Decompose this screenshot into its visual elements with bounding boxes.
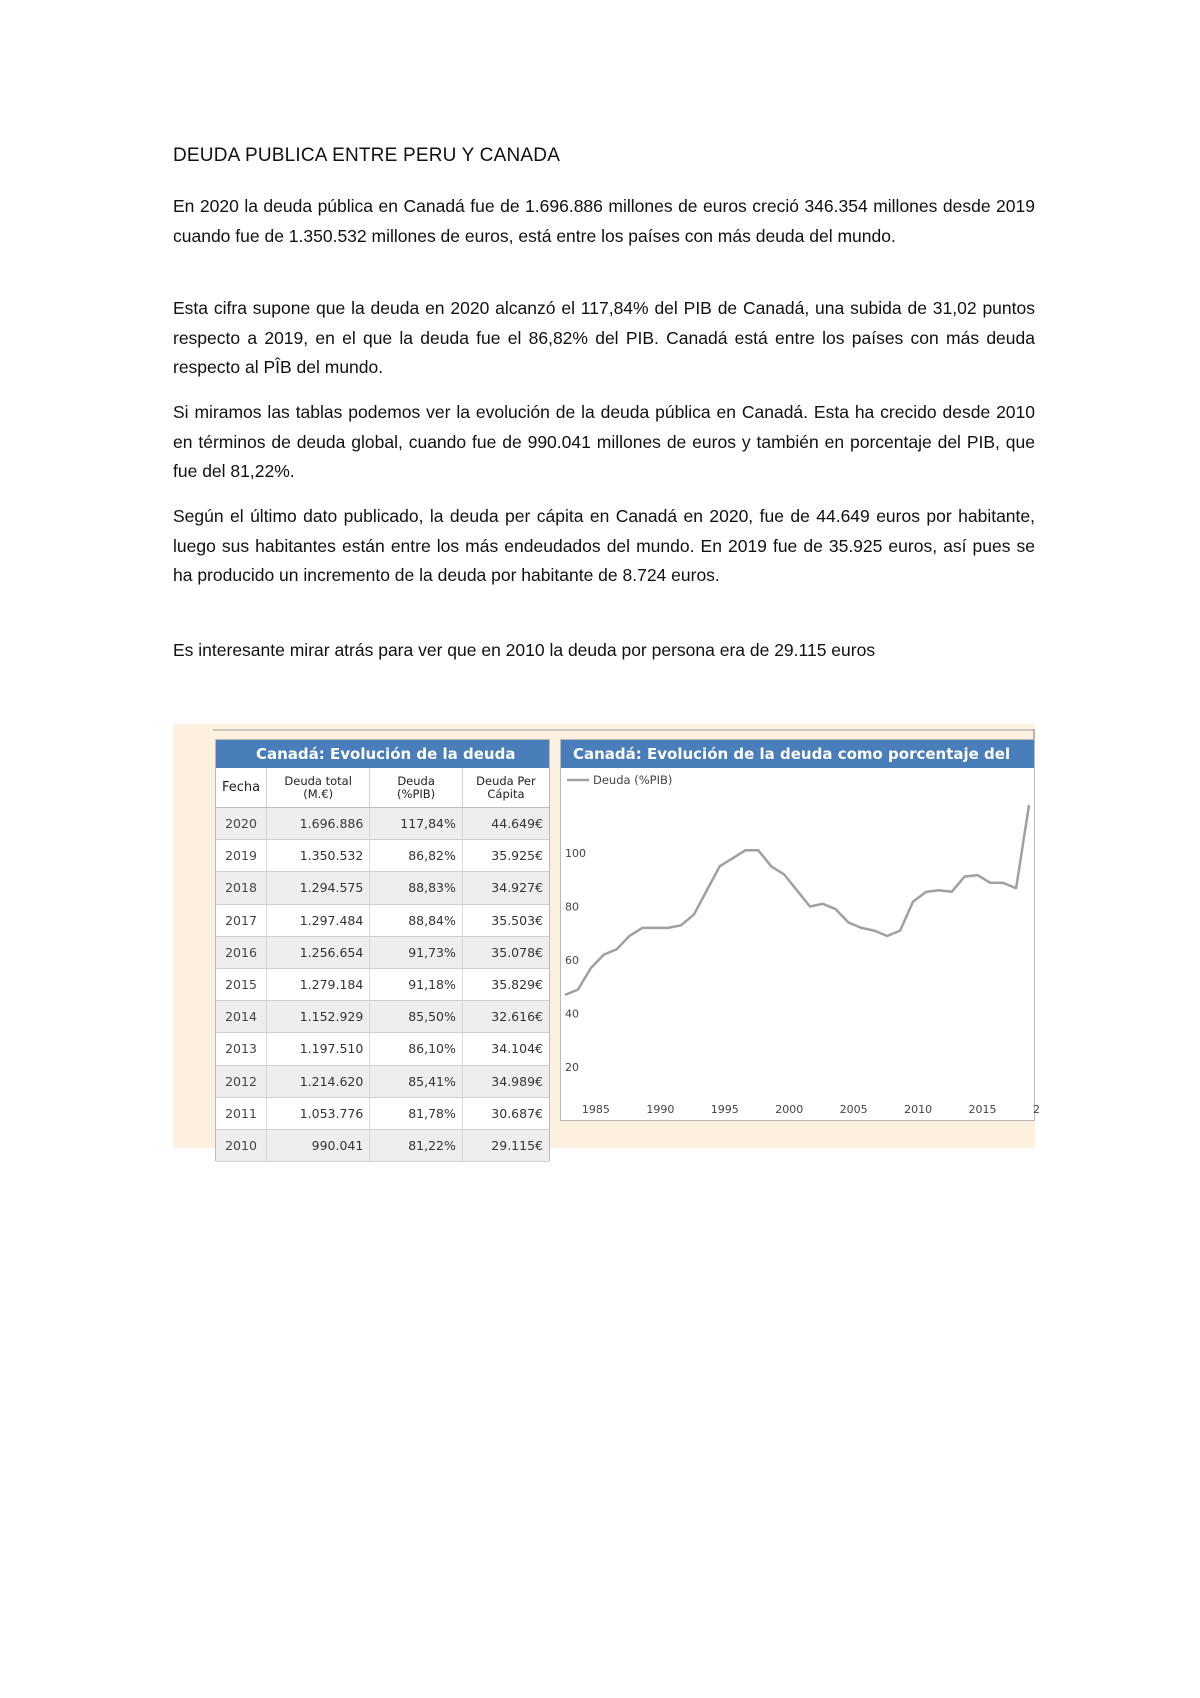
y-tick-label: 80	[565, 900, 579, 914]
table-row	[216, 1065, 549, 1097]
chart-title: Canadá: Evolución de la deuda como porcentaje del PIB	[561, 740, 1034, 768]
y-tick-label: 20	[565, 1061, 579, 1075]
x-tick-label: 1995	[710, 1103, 739, 1116]
header-deuda-pib-line2: (%PIB)	[397, 786, 436, 801]
series-line-deuda-pib	[565, 805, 1029, 995]
cell-pib: 81,22%	[370, 1129, 463, 1161]
cell-capita: 29.115€	[462, 1129, 549, 1161]
cell-year: 2014	[216, 1001, 267, 1033]
legend-label: Deuda (%PIB)	[593, 773, 673, 787]
cell-capita: 35.503€	[462, 904, 549, 936]
debt-table-panel	[215, 739, 550, 1161]
table-row	[216, 1129, 549, 1161]
cell-capita: 35.829€	[462, 968, 549, 1000]
cell-total: 1.279.184	[267, 968, 370, 1000]
cell-pib: 86,82%	[370, 840, 463, 872]
embedded-screenshot	[173, 724, 1040, 1153]
cell-pib: 91,73%	[370, 936, 463, 968]
cell-year: 2018	[216, 872, 267, 904]
y-tick-label: 100	[565, 846, 586, 860]
paragraph-evolution: Si miramos las tablas podemos ver la evolución de la deuda pública en Canadá. Esta ha crecido desde 2010 en términos de deuda global, cuando fue de 990.041 millones de euros y también en porcentaje del PIB, que fue del 81,22%.	[173, 402, 1035, 481]
x-axis	[582, 1103, 1040, 1116]
cell-capita: 34.927€	[462, 872, 549, 904]
cell-year: 2012	[216, 1065, 267, 1097]
cell-total: 1.294.575	[267, 872, 370, 904]
cell-year: 2013	[216, 1033, 267, 1065]
cell-pib: 85,50%	[370, 1001, 463, 1033]
header-deuda-total-line2: (M.€)	[303, 786, 334, 801]
header-deuda-total	[267, 768, 370, 808]
paragraph-2010: Es interesante mirar atrás para ver que en 2010 la deuda por persona era de 29.115 euros	[173, 640, 876, 660]
cell-total: 1.152.929	[267, 1001, 370, 1033]
header-deuda-total-line1: Deuda total	[284, 773, 352, 788]
table-row	[216, 1001, 549, 1033]
cell-capita: 30.687€	[462, 1097, 549, 1129]
cell-year: 2011	[216, 1097, 267, 1129]
cell-total: 1.256.654	[267, 936, 370, 968]
cell-pib: 81,78%	[370, 1097, 463, 1129]
cell-total: 1.350.532	[267, 840, 370, 872]
cell-pib: 88,83%	[370, 872, 463, 904]
screenshot-edge	[1033, 729, 1035, 739]
table-row	[216, 808, 549, 840]
x-tick-label: 2015	[968, 1103, 997, 1116]
cell-pib: 91,18%	[370, 968, 463, 1000]
y-tick-label: 40	[565, 1007, 579, 1021]
cell-year: 2010	[216, 1129, 267, 1161]
cell-capita: 32.616€	[462, 1001, 549, 1033]
cell-total: 1.214.620	[267, 1065, 370, 1097]
cell-capita: 44.649€	[462, 808, 549, 840]
table-row	[216, 904, 549, 936]
header-deuda-capita	[462, 768, 549, 808]
header-deuda-pib	[370, 768, 463, 808]
cell-total: 990.041	[267, 1129, 370, 1161]
x-tick-label: 2000	[775, 1103, 804, 1116]
cell-year: 2017	[216, 904, 267, 936]
table-row	[216, 872, 549, 904]
cell-capita: 35.078€	[462, 936, 549, 968]
x-tick-label: 2005	[839, 1103, 868, 1116]
cell-pib: 86,10%	[370, 1033, 463, 1065]
y-tick-label: 60	[565, 954, 579, 968]
screenshot-divider	[213, 729, 1035, 731]
debt-chart-panel	[560, 739, 1040, 1121]
debt-pib-line-chart	[561, 768, 1040, 1119]
header-deuda-capita-line2: Cápita	[487, 786, 525, 801]
cell-pib: 117,84%	[370, 808, 463, 840]
cell-total: 1.197.510	[267, 1033, 370, 1065]
paragraph-debt-total: En 2020 la deuda pública en Canadá fue de 1.696.886 millones de euros creció 346.354 millones desde 2019 cuando fue de 1.350.532 millones de euros, está entre los países con más deuda del mundo.	[173, 196, 1035, 246]
cell-year: 2015	[216, 968, 267, 1000]
cell-year: 2016	[216, 936, 267, 968]
cell-year: 2019	[216, 840, 267, 872]
cell-total: 1.696.886	[267, 808, 370, 840]
cell-capita: 34.989€	[462, 1065, 549, 1097]
header-deuda-capita-line1: Deuda Per	[476, 773, 536, 788]
document-title: DEUDA PUBLICA ENTRE PERU Y CANADA	[173, 145, 561, 166]
table-row	[216, 936, 549, 968]
y-axis	[565, 847, 586, 1074]
table-row	[216, 840, 549, 872]
cell-capita: 35.925€	[462, 840, 549, 872]
paragraph-per-capita: Según el último dato publicado, la deuda per cápita en Canadá en 2020, fue de 44.649 euros por habitante, luego sus habitantes están entre los más endeudados del mundo. En 2019 fue de 35.925 euros, así pues se ha producido un incremento de la deuda por habitante de 8.724 euros.	[173, 506, 1035, 585]
cell-pib: 85,41%	[370, 1065, 463, 1097]
header-deuda-pib-line1: Deuda	[397, 773, 435, 788]
cell-capita: 34.104€	[462, 1033, 549, 1065]
debt-table-header-row	[216, 768, 549, 808]
x-tick-label: 2	[1033, 1103, 1040, 1116]
x-tick-label: 2010	[904, 1103, 933, 1116]
x-tick-label: 1985	[581, 1103, 610, 1116]
cell-total: 1.053.776	[267, 1097, 370, 1129]
table-row	[216, 1033, 549, 1065]
header-fecha: Fecha	[216, 768, 267, 808]
x-tick-label: 1990	[646, 1103, 675, 1116]
cell-year: 2020	[216, 808, 267, 840]
debt-table	[216, 768, 549, 1162]
table-row	[216, 968, 549, 1000]
debt-table-title: Canadá: Evolución de la deuda	[216, 740, 549, 768]
paragraph-debt-pib: Esta cifra supone que la deuda en 2020 alcanzó el 117,84% del PIB de Canadá, una subida de 31,02 puntos respecto a 2019, en el que la deuda fue el 86,82% del PIB. Canadá está entre los países con más deuda respecto al PÎB del mundo.	[173, 298, 1035, 377]
cell-pib: 88,84%	[370, 904, 463, 936]
series-layer	[565, 805, 1029, 995]
cell-total: 1.297.484	[267, 904, 370, 936]
table-row	[216, 1097, 549, 1129]
